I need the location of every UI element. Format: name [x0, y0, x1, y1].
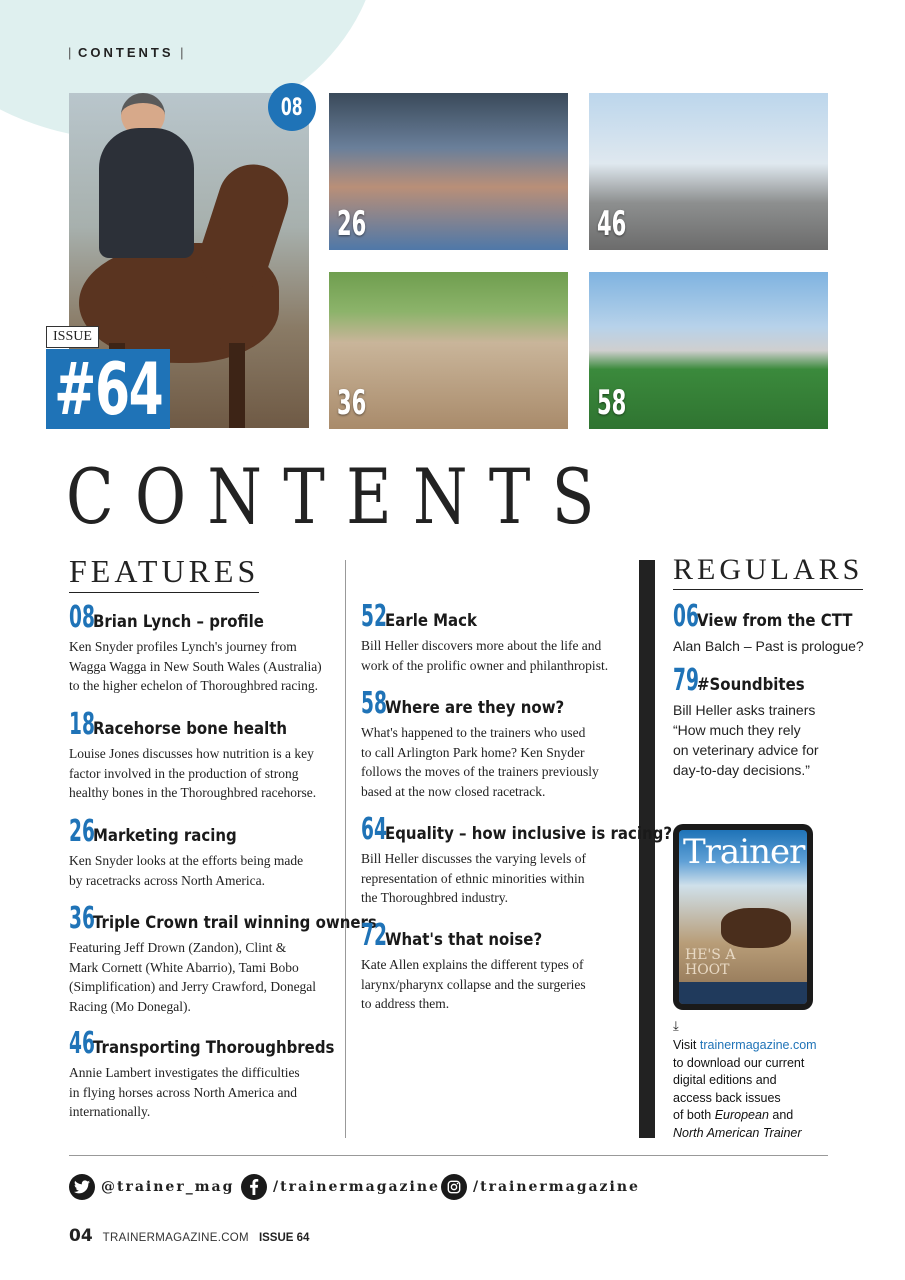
facebook-handle: /trainermagazine	[273, 1179, 440, 1195]
download-info: Visit trainermagazine.com to download our current digital editions and access back issues of both European and North American Trainer	[673, 1038, 817, 1140]
article-page-number: 06	[673, 599, 699, 634]
footer-site: TRAINERMAGAZINE.COM	[102, 1232, 249, 1244]
instagram-icon	[441, 1174, 467, 1200]
download-icon: ⤓	[673, 1018, 679, 1033]
issue-number: #64	[46, 349, 170, 429]
issue-label: ISSUE	[46, 326, 99, 348]
photo-page-36[interactable]	[329, 272, 568, 429]
page-badge[interactable]: 08	[268, 83, 316, 131]
article-title: Triple Crown trail winning owners	[93, 913, 377, 933]
article-page-number: 58	[361, 686, 387, 721]
article-title: #Soundbites	[697, 675, 805, 695]
photo-page-number: 58	[597, 383, 627, 423]
article-description: Annie Lambert investigates the difficulties in flying horses across North America and internationally.	[69, 1065, 300, 1119]
page-footer	[69, 1226, 309, 1246]
article-title: Marketing racing	[93, 826, 237, 846]
article-description: Bill Heller discovers more about the life and work of the prolific owner and philanthropist.	[361, 638, 609, 673]
horse-shape	[721, 908, 791, 948]
twitter-icon	[69, 1174, 95, 1200]
section-label: | CONTENTS |	[68, 45, 184, 60]
article-item[interactable]	[361, 599, 608, 675]
article-description: What's happened to the trainers who used to call Arlington Park home? Ken Snyder follows the moves of the trainers previously based at the now closed racetrack.	[361, 725, 599, 799]
article-item[interactable]	[69, 600, 322, 696]
article-item[interactable]	[361, 918, 586, 1014]
article-title: Where are they now?	[385, 698, 565, 718]
article-description: Louise Jones discusses how nutrition is a key factor involved in the production of strong healthy bones in the Thoroughbred racehorse.	[69, 746, 317, 800]
article-page-number: 36	[69, 901, 95, 936]
instagram-link[interactable]	[441, 1174, 640, 1200]
features-heading: FEATURES	[69, 553, 259, 593]
article-description: Ken Snyder profiles Lynch's journey from Wagga Wagga in New South Wales (Australia) to the higher echelon of Thoroughbred racing.	[69, 639, 322, 693]
regular-item[interactable]	[673, 663, 819, 780]
article-title: Racehorse bone health	[93, 719, 288, 739]
page-number: 04	[69, 1226, 93, 1246]
facebook-icon	[241, 1174, 267, 1200]
article-description: Kate Allen explains the different types of larynx/pharynx collapse and the surgeries to address them.	[361, 957, 586, 1011]
article-description: Bill Heller asks trainers “How much they rely on veterinary advice for day-to-day decisions.”	[673, 702, 819, 778]
twitter-handle: @trainer_mag	[101, 1179, 235, 1195]
article-title: What's that noise?	[385, 930, 543, 950]
article-description: Bill Heller discusses the varying levels of representation of ethnic minorities within the Thoroughbred industry.	[361, 851, 586, 905]
footer-issue: ISSUE 64	[258, 1232, 310, 1244]
photo-page-number: 36	[337, 383, 367, 423]
article-page-number: 52	[361, 599, 387, 634]
footer-divider	[69, 1155, 828, 1156]
tablet-masthead: Trainer	[683, 832, 805, 872]
article-item[interactable]	[361, 686, 599, 801]
instagram-handle: /trainermagazine	[473, 1179, 640, 1195]
website-link[interactable]: trainermagazine.com	[699, 1038, 817, 1052]
article-description: Alan Balch – Past is prologue?	[673, 638, 864, 654]
article-title: Transporting Thoroughbreds	[93, 1038, 335, 1058]
page-title: CONTENTS	[66, 452, 616, 541]
article-page-number: 64	[361, 812, 387, 847]
article-title: Earle Mack	[385, 611, 477, 631]
article-page-number: 18	[69, 707, 95, 742]
twitter-link[interactable]	[69, 1174, 234, 1200]
article-title: Equality – how inclusive is racing?	[385, 824, 673, 844]
article-page-number: 72	[361, 918, 387, 953]
photo-page-58[interactable]	[589, 272, 828, 429]
regulars-heading: REGULARS	[673, 553, 863, 590]
article-description: Ken Snyder looks at the efforts being made by racetracks across North America.	[69, 853, 304, 888]
photo-page-46[interactable]	[589, 93, 828, 250]
article-title: Brian Lynch – profile	[93, 612, 264, 632]
photo-page-26[interactable]	[329, 93, 568, 250]
article-page-number: 79	[673, 663, 699, 698]
article-page-number: 46	[69, 1026, 95, 1061]
digital-edition-tablet[interactable]	[673, 824, 813, 1010]
article-item[interactable]	[69, 707, 316, 803]
regular-item[interactable]	[673, 599, 874, 656]
article-page-number: 26	[69, 814, 95, 849]
facebook-link[interactable]	[241, 1174, 440, 1200]
article-description: Featuring Jeff Drown (Zandon), Clint & Mark Cornett (White Abarrio), Tami Bobo (Simplification) and Jerry Crawford, Donegal Racing (Mo Donegal).	[69, 940, 317, 1014]
article-item[interactable]	[361, 812, 711, 908]
tablet-headline: HE'S A HOOT	[685, 947, 736, 978]
article-title: View from the CTT	[697, 611, 853, 631]
article-item[interactable]	[69, 814, 303, 890]
article-page-number: 08	[69, 600, 95, 635]
photo-page-number: 26	[337, 204, 367, 244]
article-item[interactable]	[69, 1026, 367, 1122]
photo-page-number: 46	[597, 204, 627, 244]
